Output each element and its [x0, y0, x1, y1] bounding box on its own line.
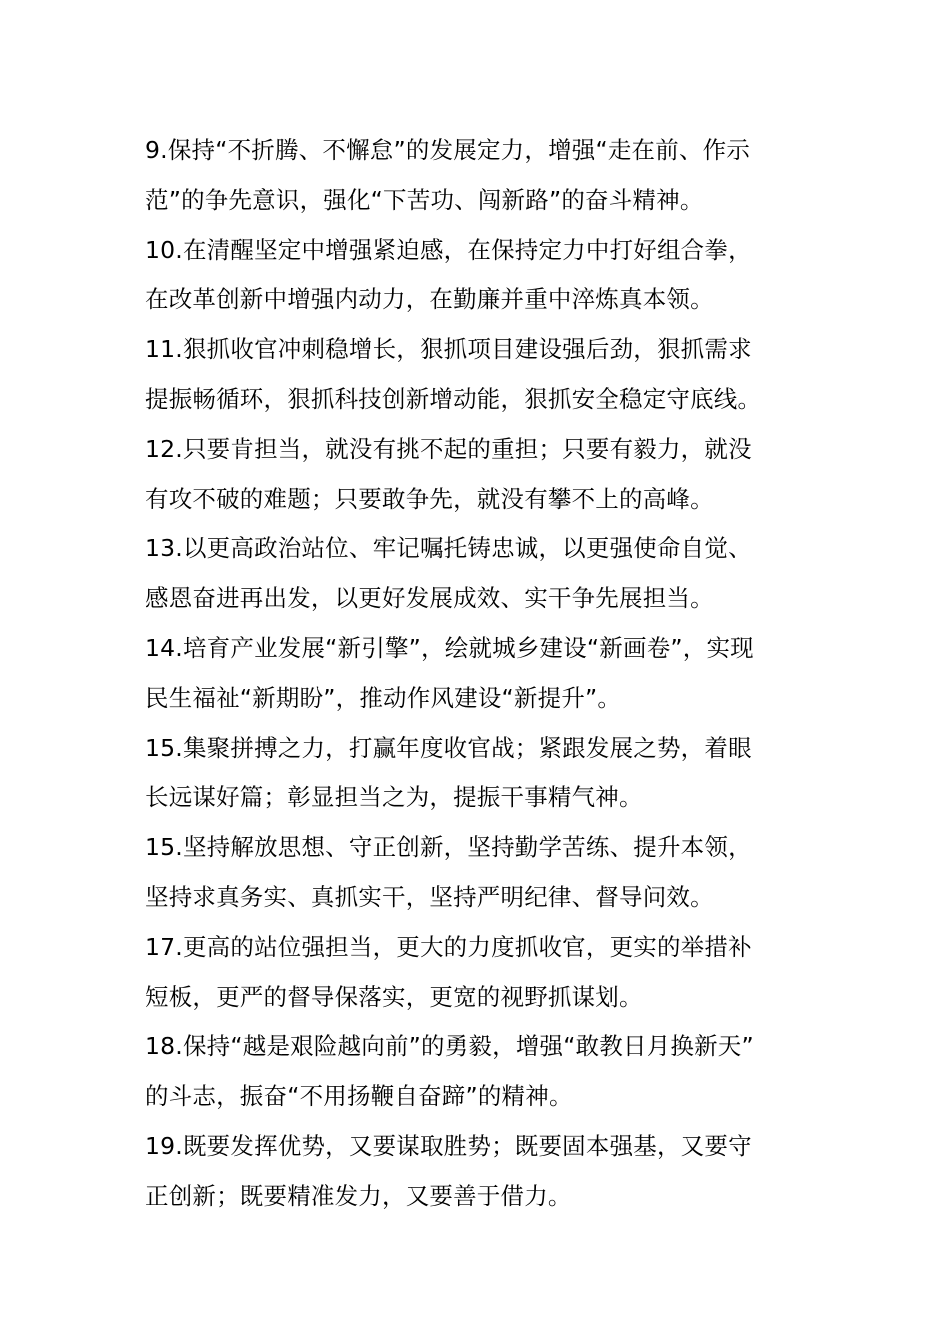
text-line: 民生福祉“新期盼”，推动作风建设“新提升”。: [145, 683, 622, 712]
text-line: 提振畅循环，狠抓科技创新增动能，狠抓安全稳定守底线。: [145, 384, 762, 413]
text-line: 有攻不破的难题；只要敢争先，就没有攀不上的高峰。: [145, 484, 714, 513]
text-line: 15.坚持解放思想、守正创新，坚持勤学苦练、提升本领，: [145, 833, 752, 862]
text-line: 14.培育产业发展“新引擎”，绘就城乡建设“新画卷”，实现: [145, 633, 754, 662]
text-line: 短板，更严的督导保落实，更宽的视野抓谋划。: [145, 982, 643, 1011]
text-line: 坚持求真务实、真抓实干，坚持严明纪律、督导问效。: [145, 882, 714, 911]
text-line: 19.既要发挥优势，又要谋取胜势；既要固本强基，又要守: [145, 1131, 752, 1160]
text-line: 正创新；既要精准发力，又要善于借力。: [145, 1181, 572, 1210]
text-line: 13.以更高政治站位、牢记嘱托铸忠诚，以更强使命自觉、: [145, 534, 752, 563]
text-line: 10.在清醒坚定中增强紧迫感，在保持定力中打好组合拳，: [145, 235, 752, 264]
text-line: 的斗志，振奋“不用扬鞭自奋蹄”的精神。: [145, 1082, 573, 1111]
text-line: 范”的争先意识，强化“下苦功、闯新路”的奋斗精神。: [145, 185, 704, 214]
text-line: 9.保持“不折腾、不懈怠”的发展定力，增强“走在前、作示: [145, 136, 751, 164]
document-body: [145, 126, 810, 1222]
text-line: 在改革创新中增强内动力，在勤廉并重中淬炼真本领。: [145, 285, 714, 314]
text-line: 12.只要肯担当，就没有挑不起的重担；只要有毅力，就没: [145, 434, 752, 463]
text-line: 11.狠抓收官冲刺稳增长，狠抓项目建设强后劲，狠抓需求: [145, 335, 752, 364]
text-line: 17.更高的站位强担当，更大的力度抓收官，更实的举措补: [145, 932, 752, 961]
text-line: 15.集聚拼搏之力，打赢年度收官战；紧跟发展之势，着眼: [145, 733, 752, 762]
text-line: 18.保持“越是艰险越向前”的勇毅，增强“敢教日月换新天”: [145, 1032, 754, 1061]
text-line: 感恩奋进再出发，以更好发展成效、实干争先展担当。: [145, 584, 714, 613]
text-line: 长远谋好篇；彰显担当之为，提振干事精气神。: [145, 783, 643, 812]
